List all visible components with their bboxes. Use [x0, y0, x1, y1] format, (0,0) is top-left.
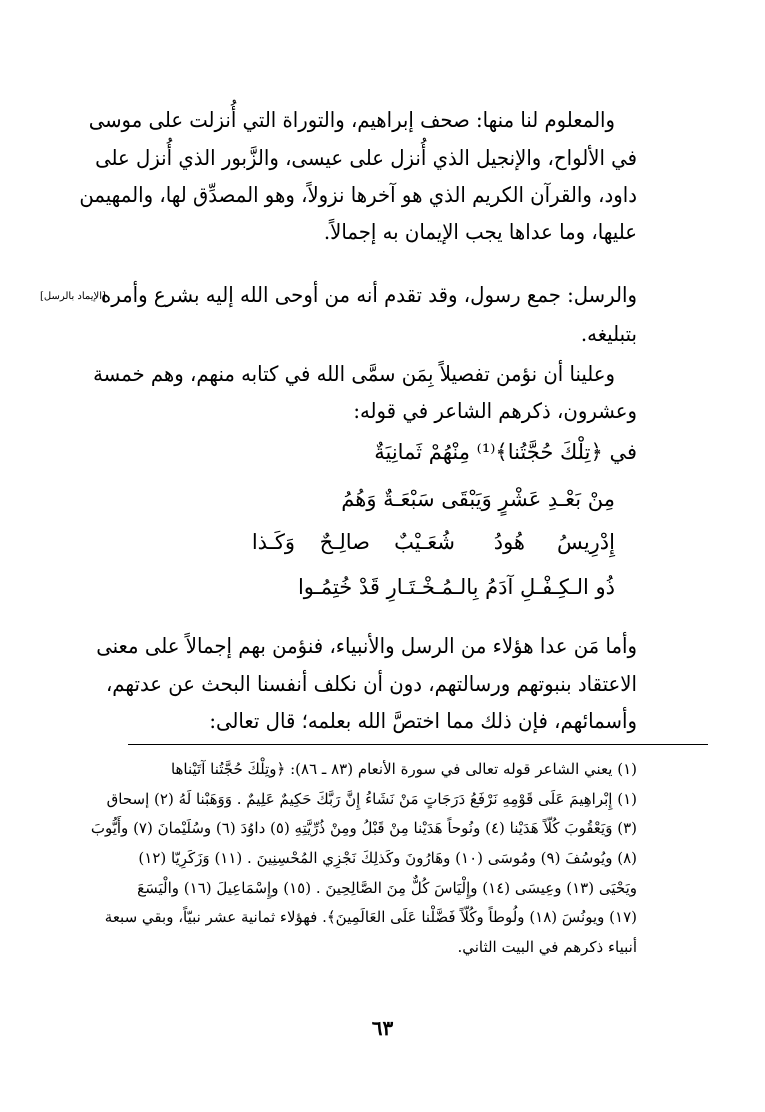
- footnote-line: (١) يعني الشاعر قوله تعالى في سورة الأنعام (٨٣ ـ ٨٦): ﴿وتِلْكَ حُجَّتُنا آتَيْناها: [170, 760, 637, 778]
- text-line: وعلينا أن نؤمن تفصيلاً بِمَن سمَّى الله في كتابه منهم، وهم خمسة: [93, 362, 616, 386]
- prophet-name: صالِـحٌ: [319, 530, 370, 554]
- margin-note: [الإيماد بالرسل]: [40, 291, 106, 302]
- verse-line: في ﴿تِلْكَ حُجَّتُنا﴾⁽¹⁾ مِنْهُمْ ثَمانِيَةٌ: [374, 440, 637, 464]
- text-line: والرسل: جمع رسول، وقد تقدم أنه من أوحى الله إليه بشرع وأمره: [100, 283, 638, 307]
- page-number: ٦٣: [371, 1016, 394, 1040]
- text-line: وعشرون، ذكرهم الشاعر في قوله:: [353, 399, 637, 423]
- footnote-line: (٨) ويُوسُفَ (٩) ومُوسَى (١٠) وهَارُونَ وكَذلِكَ نَجْزِي المُحْسِنِينَ . (١١) وَزَكَرِيّا (١٢): [138, 849, 637, 867]
- footnote-line: (١) إِبْراهِيمَ عَلَى قَوْمِهِ نَرْفَعُ دَرَجَاتٍ مَنْ نَشَاءُ إِنَّ رَبَّكَ حَكِيمٌ عَلِيمٌ . وَوَهَبْنا لَهُ (٢) إسحاق: [106, 790, 637, 808]
- text-line: في الألواح، والإنجيل الذي أُنزل على عيسى، والزَّبور الذي أُنزل على: [95, 146, 638, 170]
- text-line: داود، والقرآن الكريم الذي هو آخرها نزولاً، وهو المصدِّق لها، والمهيمن: [79, 183, 638, 207]
- text-line: عليها، وما عداها يجب الإيمان به إجمالاً.: [323, 220, 637, 244]
- footnote-line: (١٧) ويونُسَ (١٨) ولُوطاً وكُلّاً فَضَّلْنا عَلَى العَالَمِينَ﴾. فهؤلاء ثمانية عشر نبيّاً، وبقي سبعة: [104, 908, 637, 926]
- verse-line: مِنْ بَعْـدِ عَشْرٍ وَيَبْقَى سَبْعَـةٌ وَهُمُ: [341, 487, 615, 511]
- prophet-name: وَكَـذا: [251, 530, 295, 554]
- text-line: الاعتقاد بنبوتهم ورسالتهم، دون أن نكلف أنفسنا البحث عن عدتهم،: [105, 672, 637, 696]
- verse-line: ذُو الـكِـفْـلِ آدَمُ بِالـمُـخْـتَـارِ قَدْ خُتِمُـوا: [297, 575, 615, 599]
- footnote-line: أنبياء ذكرهم في البيت الثاني.: [457, 938, 637, 956]
- footnote-line: ويَحْيَى (١٣) وعِيسَى (١٤) وإِلْيَاسَ كُلٌّ مِنَ الصَّالِحِينَ . (١٥) وإِسْمَاعِيلَ (١٦) والْيَسَعَ: [137, 879, 637, 897]
- text-line: والمعلوم لنا منها: صحف إبراهيم، والتوراة التي أُنزلت على موسى: [88, 108, 616, 132]
- text-line: وأسمائهم، فإن ذلك مما اختصَّ الله بعلمه؛ قال تعالى:: [209, 709, 637, 733]
- text-line: وأما مَن عدا هؤلاء من الرسل والأنبياء، فنؤمن بهم إجمالاً على معنى: [96, 634, 637, 658]
- text-line: بتبليغه.: [580, 322, 637, 346]
- prophet-name: إِدْرِيسُ: [557, 530, 615, 554]
- prophet-name: هُودُ: [493, 530, 525, 554]
- prophet-name: شُعَـيْبٌ: [394, 530, 455, 554]
- footnote-divider: [128, 744, 708, 745]
- footnote-line: (٣) وَيَعْقُوبَ كُلّاً هَدَيْنا (٤) ونُوحاً هَدَيْنا مِنْ قَبْلُ ومِنْ ذُرِّيَّتِهِ (٥) داوُدَ (٦) وسُلَيْمانَ (٧) وأَيُّوبَ: [90, 819, 637, 837]
